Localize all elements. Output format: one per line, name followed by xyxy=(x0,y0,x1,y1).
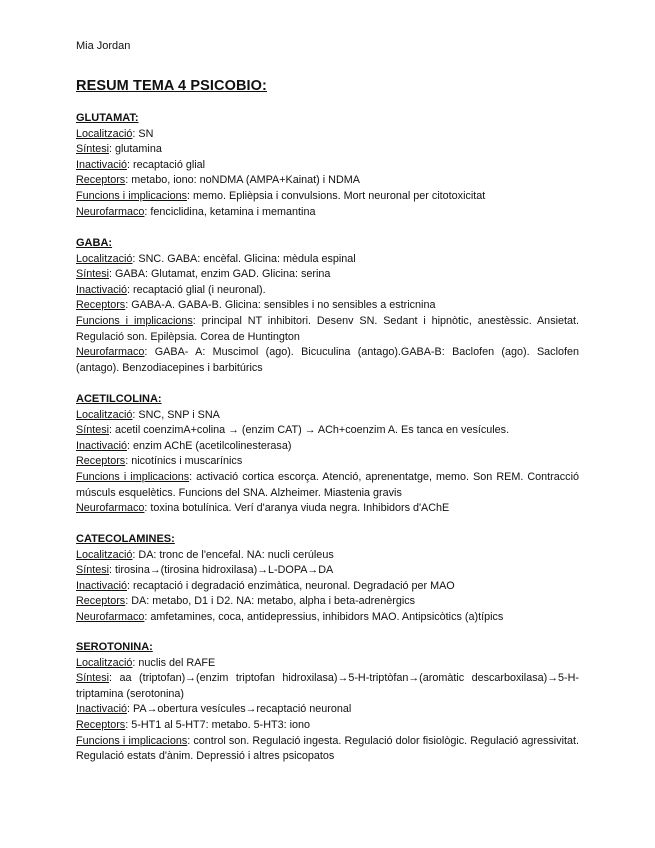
entry-row xyxy=(76,158,579,174)
entry-label: Funcions i implicacions xyxy=(76,734,188,747)
entry-text: : SNC, SNP i SNA xyxy=(132,408,220,421)
entry-text: : activació cortica escorça. Atenció, aprenentatge, memo. Son REM. Contracció músculs esquelètics. Funcions del SNA. Alzheimer. Miastenia gravis xyxy=(76,470,579,499)
entry-label: Inactivació xyxy=(76,703,128,716)
entry-text: : control son. Regulació ingesta. Regulació dolor fisiològic. Regulació agressivitat. Regulació estats d'ànim. Depressió i altres psicopatos xyxy=(76,734,579,763)
entry-text: : DA: tronc de l'encefal. NA: nucli cerúleus xyxy=(132,548,334,561)
entry-text: : principal NT inhibitori. Desenv SN. Sedant i hipnòtic, anestèssic. Ansietat. Regulació son. Epilèpsia. Corea de Huntington xyxy=(76,314,579,343)
entry-label: Inactivació xyxy=(76,579,128,592)
entry-row xyxy=(76,594,579,610)
entry-label: Neurofarmaco xyxy=(76,205,145,218)
entry-row xyxy=(76,423,579,439)
entry-row xyxy=(76,610,579,626)
entry-row xyxy=(76,267,579,283)
entry-row xyxy=(76,127,579,143)
section-gaba xyxy=(76,236,579,376)
entry-label: Receptors xyxy=(76,299,126,312)
entry-row xyxy=(76,205,579,221)
entry-row xyxy=(76,734,579,765)
entry-label: Receptors xyxy=(76,718,126,731)
entry-label: Localització xyxy=(76,548,133,561)
entry-text: : GABA- A: Muscimol (ago). Bicuculina (antago).GABA-B: Baclofen (ago). Saclofen (antago). Benzodiacepines i barbitúrics xyxy=(76,346,579,374)
entry-text: : amfetamines, coca, antidepressius, inhibidors MAO. Antipsicòtics (a)típics xyxy=(144,610,504,623)
entry-row xyxy=(76,283,579,299)
author-name: Mia Jordan xyxy=(76,40,131,52)
entry-label: Receptors xyxy=(76,595,126,608)
entry-text: : PA→obertura vesícules→recaptació neuronal xyxy=(127,703,352,716)
entry-label: Síntesi xyxy=(76,424,110,437)
section-heading: GLUTAMAT: xyxy=(76,112,139,124)
document-title: RESUM TEMA 4 PSICOBIO: xyxy=(76,78,267,94)
entry-label: Inactivació xyxy=(76,283,128,296)
entry-label: Localització xyxy=(76,252,133,265)
entry-label: Localització xyxy=(76,127,133,140)
entry-label: Síntesi xyxy=(76,268,110,281)
section-heading: SEROTONINA: xyxy=(76,641,153,653)
entry-text: : recaptació glial (i neuronal). xyxy=(127,283,266,296)
entry-row xyxy=(76,501,579,517)
section-heading: CATECOLAMINES: xyxy=(76,533,175,545)
entry-label: Síntesi xyxy=(76,672,110,685)
entry-row xyxy=(76,298,579,314)
entry-row xyxy=(76,671,579,702)
entry-text: : GABA: Glutamat, enzim GAD. Glicina: serina xyxy=(109,268,331,281)
entry-row xyxy=(76,718,579,734)
section-heading: GABA: xyxy=(76,237,113,249)
entry-label: Neurofarmaco xyxy=(76,610,145,623)
entry-row xyxy=(76,189,579,205)
entry-row xyxy=(76,579,579,595)
entry-label: Receptors xyxy=(76,455,126,468)
entry-row xyxy=(76,470,579,501)
entry-label: Síntesi xyxy=(76,564,110,577)
entry-label: Localització xyxy=(76,656,133,669)
entry-text: : SNC. GABA: encèfal. Glicina: mèdula espinal xyxy=(132,252,356,265)
entry-label: Neurofarmaco xyxy=(76,346,145,359)
entry-row xyxy=(76,142,579,158)
entry-row xyxy=(76,252,579,268)
entry-text: : GABA-A. GABA-B. Glicina: sensibles i no sensibles a estricnina xyxy=(125,299,436,312)
entry-text: : fenciclidina, ketamina i memantina xyxy=(144,205,316,218)
entry-text: : metabo, iono: noNDMA (AMPA+Kainat) i NDMA xyxy=(125,174,360,187)
entry-text: : DA: metabo, D1 i D2. NA: metabo, alpha i beta-adrenèrgics xyxy=(125,595,416,608)
entry-row xyxy=(76,408,579,424)
entry-label: Funcions i implicacions xyxy=(76,470,190,483)
entry-text: : memo. Eplièpsia i convulsions. Mort neuronal per citotoxicitat xyxy=(187,189,486,202)
entry-label: Funcions i implicacions xyxy=(76,314,193,327)
section-serotonina xyxy=(76,640,579,765)
section-glutamat xyxy=(76,111,579,220)
entry-row xyxy=(76,454,579,470)
entry-row xyxy=(76,702,579,718)
entry-row xyxy=(76,548,579,564)
entry-label: Receptors xyxy=(76,174,126,187)
entry-label: Funcions i implicacions xyxy=(76,189,188,202)
section-heading: ACETILCOLINA: xyxy=(76,393,162,405)
entry-label: Síntesi xyxy=(76,143,110,156)
entry-text: : recaptació i degradació enzimàtica, neuronal. Degradació per MAO xyxy=(127,579,455,592)
entry-text: : toxina botulínica. Verí d'aranya viuda negra. Inhibidors d'AChE xyxy=(144,502,450,515)
entry-row xyxy=(76,439,579,455)
entry-text: : acetil coenzimA+colina → (enzim CAT) → ACh+coenzim A. Es tanca en vesícules. xyxy=(109,424,510,437)
entry-label: Neurofarmaco xyxy=(76,502,145,515)
entry-text: : SN xyxy=(132,127,154,140)
entry-text: : glutamina xyxy=(109,143,162,156)
section-catecolamines xyxy=(76,532,579,626)
entry-label: Localització xyxy=(76,408,133,421)
entry-row xyxy=(76,563,579,579)
entry-text: : 5-HT1 al 5-HT7: metabo. 5-HT3: iono xyxy=(125,718,311,731)
entry-text: : nicotínics i muscarínics xyxy=(125,455,243,468)
entry-label: Inactivació xyxy=(76,439,128,452)
entry-text: : aa (triptofan)→(enzim triptofan hidroxilasa)→5-H-triptòfan→(aromàtic descarboxilasa)→5-H-triptamina (serotonina) xyxy=(76,672,579,700)
entry-text: : enzim AChE (acetilcolinesterasa) xyxy=(127,439,292,452)
entry-text: : tirosina→(tirosina hidroxilasa)→L-DOPA→DA xyxy=(109,564,334,577)
entry-text: : nuclis del RAFE xyxy=(132,656,216,669)
entry-row xyxy=(76,656,579,672)
entry-text: : recaptació glial xyxy=(127,158,206,171)
entry-row xyxy=(76,173,579,189)
entry-label: Inactivació xyxy=(76,158,128,171)
entry-row xyxy=(76,314,579,345)
entry-row xyxy=(76,345,579,376)
section-acetilcolina xyxy=(76,392,579,517)
